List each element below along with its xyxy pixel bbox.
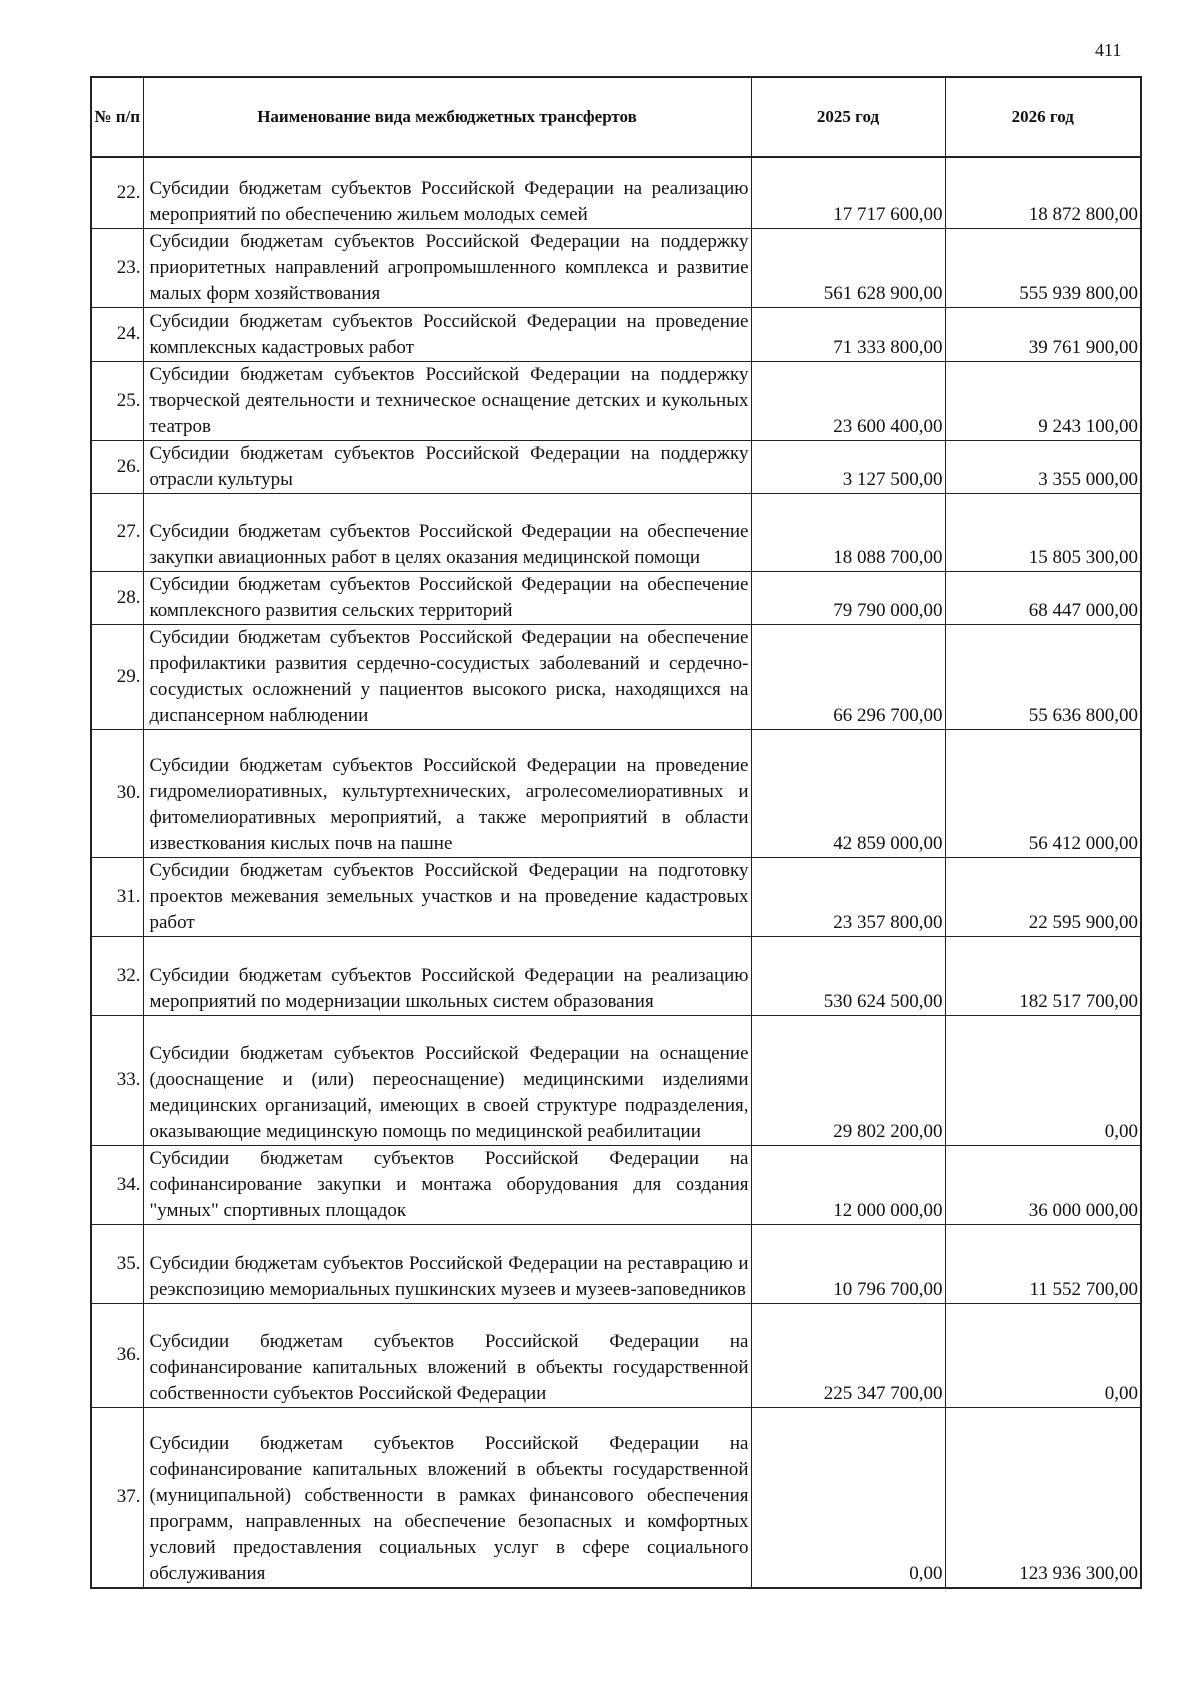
table-row [91,1224,1141,1303]
row-value-2026: 15 805 300,00 [945,493,1141,571]
row-value-2026: 11 552 700,00 [945,1224,1141,1303]
row-value-2025: 17 717 600,00 [751,157,945,228]
table-row [91,729,1141,857]
page-number: 411 [1095,40,1122,60]
row-value-2025: 18 088 700,00 [751,493,945,571]
row-number: 35. [91,1224,143,1303]
table-row [91,1015,1141,1145]
row-value-2025: 23 357 800,00 [751,857,945,936]
row-name: Субсидии бюджетам субъектов Российской Федерации на поддержку отрасли культуры [143,440,751,493]
table-row [91,624,1141,729]
table-row [91,440,1141,493]
row-number: 31. [91,857,143,936]
table-row [91,571,1141,624]
row-value-2026: 39 761 900,00 [945,307,1141,361]
row-value-2026: 0,00 [945,1303,1141,1407]
table-row [91,307,1141,361]
row-value-2026: 3 355 000,00 [945,440,1141,493]
row-name: Субсидии бюджетам субъектов Российской Федерации на реализацию мероприятий по обеспечению жильем молодых семей [143,157,751,228]
row-name: Субсидии бюджетам субъектов Российской Федерации на реализацию мероприятий по модернизации школьных систем образования [143,936,751,1015]
row-number: 26. [91,440,143,493]
row-name: Субсидии бюджетам субъектов Российской Федерации на реставрацию и реэкспозицию мемориальных пушкинских музеев и музеев-заповедников [143,1224,751,1303]
row-name: Субсидии бюджетам субъектов Российской Федерации на проведение гидромелиоративных, культуртехнических, агролесомелиоративных и фитомелиоративных мероприятий, а также мероприятий в области известкования кислых почв на пашне [143,729,751,857]
row-number: 25. [91,361,143,440]
row-value-2025: 0,00 [751,1407,945,1588]
row-number: 24. [91,307,143,361]
row-value-2025: 79 790 000,00 [751,571,945,624]
row-value-2026: 22 595 900,00 [945,857,1141,936]
row-name: Субсидии бюджетам субъектов Российской Федерации на обеспечение закупки авиационных работ в целях оказания медицинской помощи [143,493,751,571]
row-value-2026: 9 243 100,00 [945,361,1141,440]
table-row [91,1145,1141,1224]
row-value-2025: 3 127 500,00 [751,440,945,493]
table-row [91,157,1141,228]
row-value-2025: 225 347 700,00 [751,1303,945,1407]
row-value-2026: 55 636 800,00 [945,624,1141,729]
table-row [91,936,1141,1015]
table-row [91,1407,1141,1588]
row-name: Субсидии бюджетам субъектов Российской Федерации на софинансирование закупки и монтажа оборудования для создания "умных" спортивных площадок [143,1145,751,1224]
table-row [91,1303,1141,1407]
row-value-2025: 66 296 700,00 [751,624,945,729]
row-value-2026: 18 872 800,00 [945,157,1141,228]
row-value-2026: 555 939 800,00 [945,228,1141,307]
row-value-2025: 42 859 000,00 [751,729,945,857]
row-number: 23. [91,228,143,307]
row-name: Субсидии бюджетам субъектов Российской Федерации на поддержку приоритетных направлений агропромышленного комплекса и развитие малых форм хозяйствования [143,228,751,307]
row-number: 27. [91,493,143,571]
row-value-2025: 23 600 400,00 [751,361,945,440]
row-number: 30. [91,729,143,857]
header-num: № п/п [91,77,143,157]
row-name: Субсидии бюджетам субъектов Российской Федерации на оснащение (дооснащение и (или) переоснащение) медицинскими изделиями медицинских организаций, имеющих в своей структуре подразделения, оказывающие медицинскую помощь по медицинской реабилитации [143,1015,751,1145]
row-number: 28. [91,571,143,624]
row-name: Субсидии бюджетам субъектов Российской Федерации на софинансирование капитальных вложений в объекты государственной (муниципальной) собственности в рамках финансового обеспечения программ, направленных на обеспечение безопасных и комфортных условий предоставления социальных услуг в сфере социального обслуживания [143,1407,751,1588]
row-name: Субсидии бюджетам субъектов Российской Федерации на софинансирование капитальных вложений в объекты государственной собственности субъектов Российской Федерации [143,1303,751,1407]
row-value-2025: 561 628 900,00 [751,228,945,307]
row-value-2026: 68 447 000,00 [945,571,1141,624]
row-number: 22. [91,157,143,228]
row-name: Субсидии бюджетам субъектов Российской Федерации на проведение комплексных кадастровых работ [143,307,751,361]
header-2025: 2025 год [751,77,945,157]
row-value-2025: 71 333 800,00 [751,307,945,361]
row-value-2026: 182 517 700,00 [945,936,1141,1015]
row-name: Субсидии бюджетам субъектов Российской Федерации на обеспечение комплексного развития сельских территорий [143,571,751,624]
row-value-2025: 10 796 700,00 [751,1224,945,1303]
table-row [91,361,1141,440]
row-name: Субсидии бюджетам субъектов Российской Федерации на подготовку проектов межевания земельных участков и на проведение кадастровых работ [143,857,751,936]
header-2026: 2026 год [945,77,1141,157]
row-value-2025: 530 624 500,00 [751,936,945,1015]
row-name: Субсидии бюджетам субъектов Российской Федерации на обеспечение профилактики развития сердечно-сосудистых заболеваний и сердечно-сосудистых осложнений у пациентов высокого риска, находящихся на диспансерном наблюдении [143,624,751,729]
row-value-2025: 12 000 000,00 [751,1145,945,1224]
row-name: Субсидии бюджетам субъектов Российской Федерации на поддержку творческой деятельности и техническое оснащение детских и кукольных театров [143,361,751,440]
row-number: 34. [91,1145,143,1224]
table-row [91,228,1141,307]
transfers-table [90,76,1142,1589]
row-value-2026: 36 000 000,00 [945,1145,1141,1224]
row-value-2026: 0,00 [945,1015,1141,1145]
row-number: 33. [91,1015,143,1145]
row-number: 29. [91,624,143,729]
row-number: 32. [91,936,143,1015]
row-value-2026: 123 936 300,00 [945,1407,1141,1588]
row-number: 36. [91,1303,143,1407]
table-row [91,493,1141,571]
header-name: Наименование вида межбюджетных трансфертов [143,77,751,157]
row-value-2025: 29 802 200,00 [751,1015,945,1145]
table-row [91,857,1141,936]
header-row [91,77,1141,157]
row-number: 37. [91,1407,143,1588]
row-value-2026: 56 412 000,00 [945,729,1141,857]
